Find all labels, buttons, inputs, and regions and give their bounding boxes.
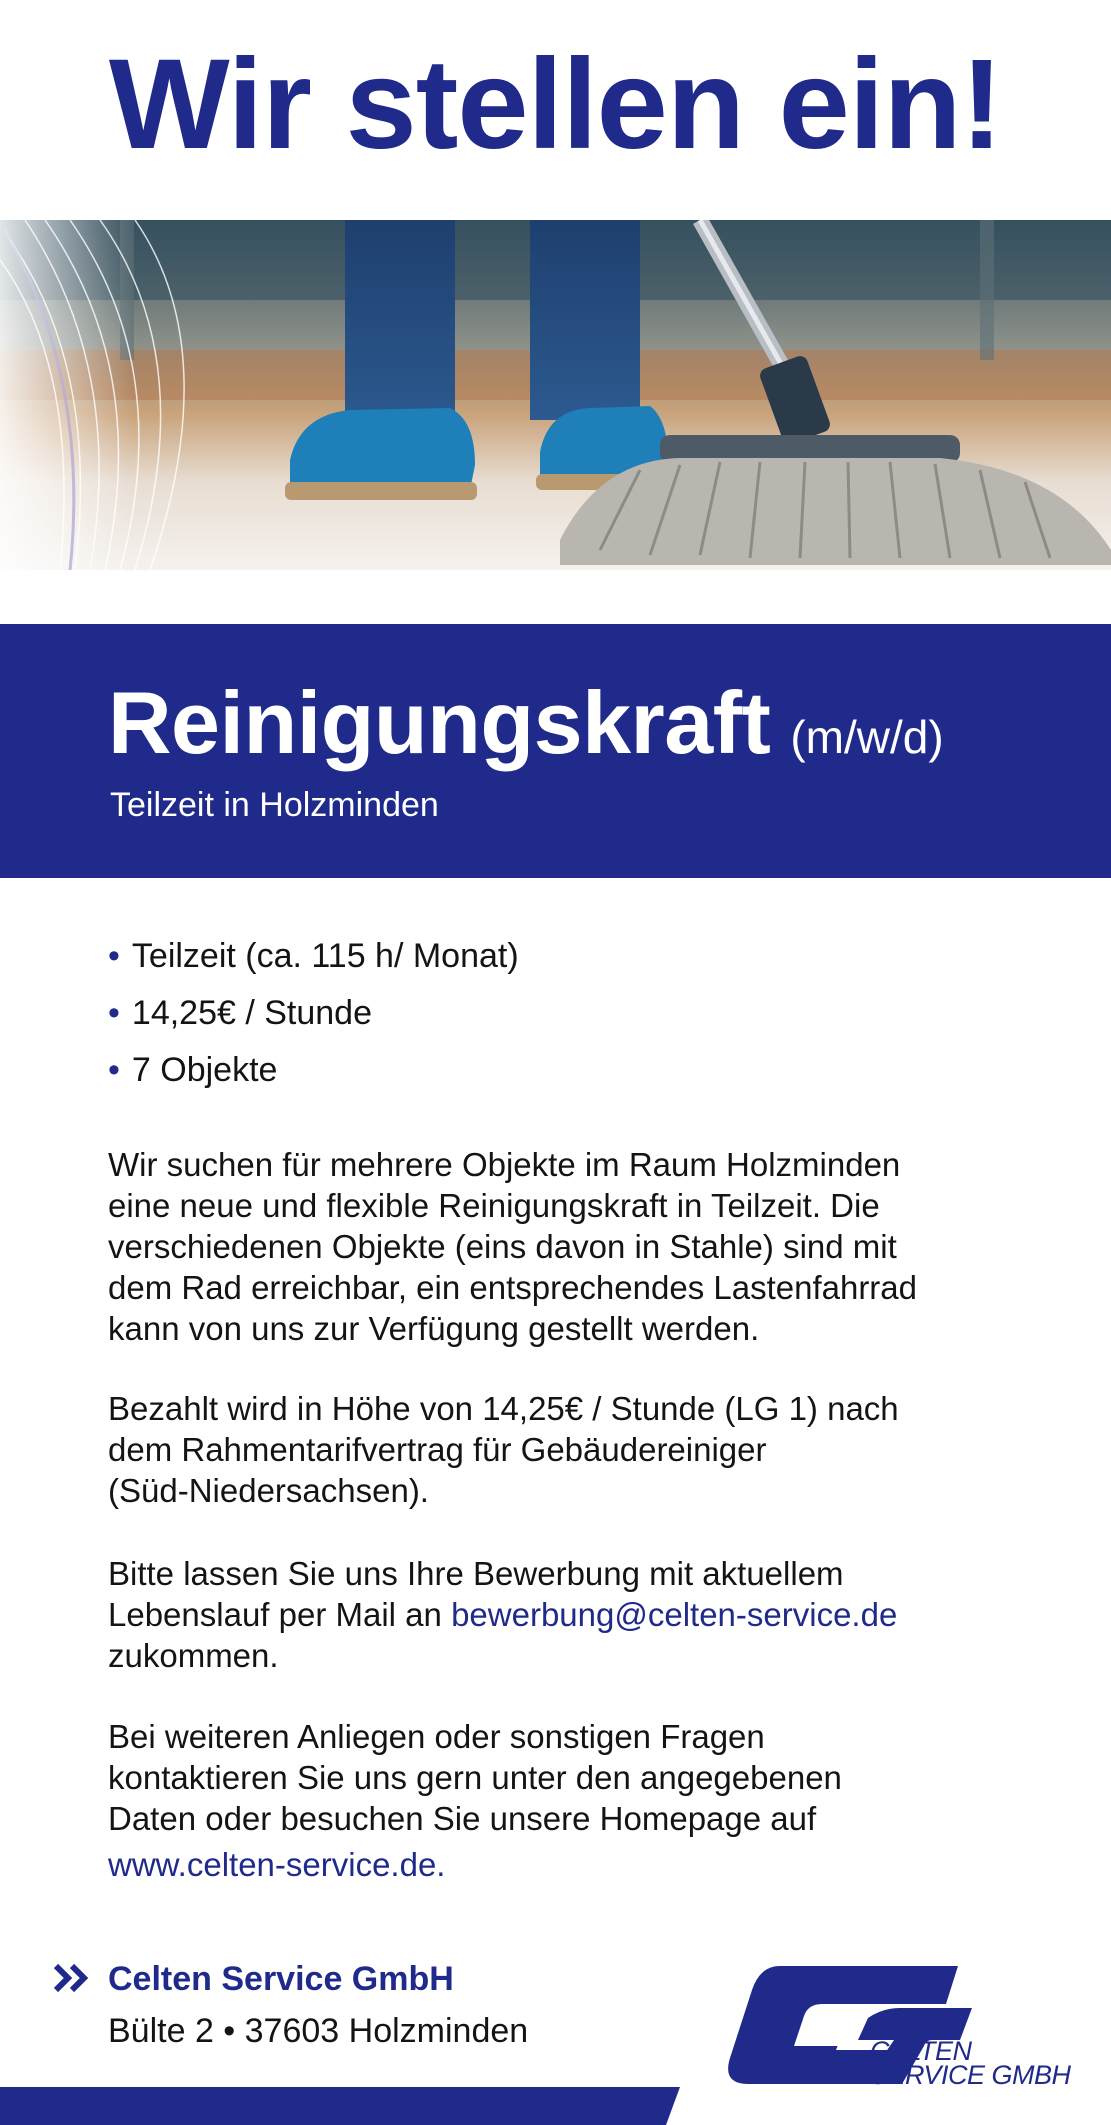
company-address: Bülte 2 • 37603 Holzminden xyxy=(108,2012,529,2050)
description-paragraph: Wir suchen für mehrere Objekte im Raum Holzminden eine neue und flexible Reinigungskraft in Teilzeit. Die verschiedenen Objekte (eins davon in Stahle) sind mit dem Rad erreichbar, ein entsprechendes Lastenfahrrad kann von uns zur Verfügung gestellt werden. xyxy=(108,1146,917,1347)
company-logo xyxy=(718,1960,1088,2090)
logo-text-line2: SERVICE GMBH xyxy=(870,2060,1071,2090)
job-gender-suffix: (m/w/d) xyxy=(790,711,944,763)
application-paragraph: Bitte lassen Sie uns Ihre Bewerbung mit aktuellem Lebenslauf per Mail an bewerbung@celten-service.de zukommen. xyxy=(108,1555,898,1674)
page-headline: Wir stellen ein! xyxy=(108,33,1003,176)
salary-paragraph: Bezahlt wird in Höhe von 14,25€ / Stunde (LG 1) nach dem Rahmentarifvertrag für Gebäudereiniger (Süd-Niedersachsen). xyxy=(108,1390,899,1509)
application-email-link[interactable]: bewerbung@celten-service.de xyxy=(451,1596,898,1633)
list-item: • 7 Objekte xyxy=(108,1051,278,1089)
company-name: Celten Service GmbH xyxy=(108,1960,454,1998)
bullet-dot-icon: • xyxy=(108,994,120,1032)
bottom-accent-bar xyxy=(0,2087,680,2125)
benefits-list xyxy=(108,928,519,1099)
contact-paragraph: Bei weiteren Anliegen oder sonstigen Fragen kontaktieren Sie uns gern unter den angegebenen Daten oder besuchen Sie unsere Homepage auf www.celten-service.de. xyxy=(108,1718,842,1883)
bullet-dot-icon: • xyxy=(108,1051,120,1089)
job-heading xyxy=(108,672,944,774)
list-item: • Teilzeit (ca. 115 h/ Monat) xyxy=(108,937,519,975)
bullet-dot-icon: • xyxy=(108,937,120,975)
job-subtitle: Teilzeit in Holzminden xyxy=(110,786,439,824)
mop-cleaning-illustration xyxy=(0,220,1111,570)
job-title: Reinigungskraft xyxy=(108,673,771,772)
hero-image xyxy=(0,220,1111,570)
job-title-band xyxy=(0,624,1111,878)
double-chevron-right-icon xyxy=(52,1958,92,1998)
homepage-link[interactable]: www.celten-service.de. xyxy=(108,1846,446,1883)
list-item: • 14,25€ / Stunde xyxy=(108,994,372,1032)
logo-text-line1: CELTEN xyxy=(870,2036,972,2066)
